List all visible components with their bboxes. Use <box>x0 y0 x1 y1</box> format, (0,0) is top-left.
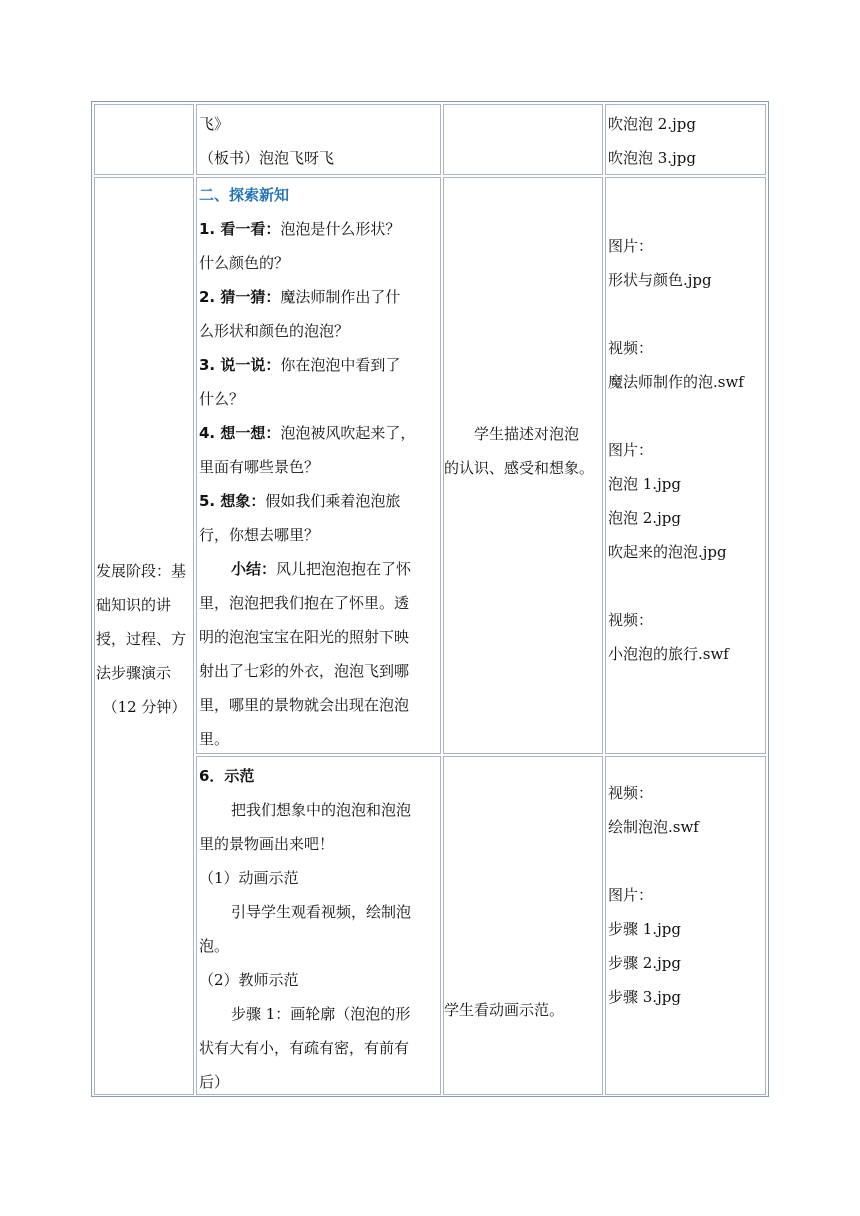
resource-file: 吹泡泡 2.jpg <box>608 115 696 133</box>
demo-text: 后） <box>199 1073 230 1091</box>
demo-title: 6．示范 <box>199 767 255 785</box>
item-text: 么形状和颜色的泡泡？ <box>199 322 350 340</box>
resource-label: 图片： <box>608 441 654 459</box>
explore-student-cell <box>443 177 603 754</box>
demo-subheading: （1）动画示范 <box>199 869 299 887</box>
resource-file: 吹起来的泡泡.jpg <box>608 543 727 561</box>
stage-line: （12 分钟） <box>102 698 187 716</box>
summary-head: 小结： <box>231 560 277 578</box>
resource-file: 泡泡 2.jpg <box>608 509 681 527</box>
demo-resource-cell <box>605 756 766 1095</box>
item-text: 什么？ <box>199 390 245 408</box>
demo-text: 把我们想象中的泡泡和泡泡 <box>231 801 412 819</box>
demo-subheading: （2）教师示范 <box>199 971 299 989</box>
item-head: 4. 想一想： <box>199 424 281 442</box>
item-text: 假如我们乘着泡泡旅 <box>265 492 401 510</box>
item-text: 行，你想去哪里？ <box>199 526 320 544</box>
summary-text: 里，哪里的景物就会出现在泡泡 <box>199 696 410 714</box>
resource-label: 视频： <box>608 784 654 802</box>
row1-student-cell <box>443 104 603 175</box>
stage-line: 础知识的讲 <box>96 596 172 614</box>
stage-line: 发展阶段：基 <box>96 562 187 580</box>
resource-file: 泡泡 1.jpg <box>608 475 681 493</box>
stage-line: 法步骤演示 <box>96 664 172 682</box>
summary-text: 射出了七彩的外衣，泡泡飞到哪 <box>199 662 410 680</box>
demo-text: 引导学生观看视频，绘制泡 <box>231 903 412 921</box>
resource-file: 魔法师制作的泡.swf <box>608 373 744 391</box>
stage-cell <box>94 177 194 1095</box>
row1-content-line: （板书）泡泡飞呀飞 <box>199 149 335 167</box>
row1-resource-cell <box>605 104 766 175</box>
item-head: 1. 看一看： <box>199 220 281 238</box>
row1-content-line: 飞》 <box>199 115 230 133</box>
resource-file: 形状与颜色.jpg <box>608 271 712 289</box>
item-text: 泡泡被风吹起来了， <box>280 424 416 442</box>
summary-text: 里。 <box>199 730 230 748</box>
demo-text: 泡。 <box>199 937 230 955</box>
summary-text: 里，泡泡把我们抱在了怀里。透 <box>199 594 410 612</box>
student-text: 的认识、感受和想象。 <box>444 459 595 477</box>
student-text: 学生描述对泡泡 <box>474 425 580 443</box>
resource-file: 步骤 2.jpg <box>608 954 681 972</box>
resource-label: 图片： <box>608 886 654 904</box>
demo-student-cell <box>443 756 603 1095</box>
demo-text: 状有大有小，有疏有密，有前有 <box>199 1039 410 1057</box>
item-head: 5. 想象： <box>199 492 266 510</box>
resource-label: 图片： <box>608 237 654 255</box>
resource-file: 步骤 1.jpg <box>608 920 681 938</box>
item-head: 3. 说一说： <box>199 356 281 374</box>
item-text: 魔法师制作出了什 <box>280 288 401 306</box>
item-text: 里面有哪些景色？ <box>199 458 320 476</box>
resource-label: 视频： <box>608 611 654 629</box>
section-title: 二、探索新知 <box>199 186 290 204</box>
resource-file: 吹泡泡 3.jpg <box>608 149 696 167</box>
item-text: 什么颜色的？ <box>199 254 290 272</box>
student-text: 学生看动画示范。 <box>444 1001 565 1019</box>
demo-text: 步骤 1：画轮廓（泡泡的形 <box>231 1005 411 1023</box>
row1-content-cell <box>196 104 441 175</box>
explore-resource-cell <box>605 177 766 754</box>
item-text: 你在泡泡中看到了 <box>280 356 401 374</box>
resource-file: 绘制泡泡.swf <box>608 818 699 836</box>
explore-content-cell <box>196 177 441 754</box>
resource-label: 视频： <box>608 339 654 357</box>
item-text: 泡泡是什么形状？ <box>280 220 401 238</box>
stage-line: 授，过程、方 <box>96 630 187 648</box>
resource-file: 步骤 3.jpg <box>608 988 681 1006</box>
item-head: 2. 猜一猜： <box>199 288 281 306</box>
summary-text: 明的泡泡宝宝在阳光的照射下映 <box>199 628 410 646</box>
demo-content-cell <box>196 756 441 1095</box>
resource-file: 小泡泡的旅行.swf <box>608 645 729 663</box>
summary-text: 风儿把泡泡抱在了怀 <box>276 560 412 578</box>
demo-text: 里的景物画出来吧！ <box>199 835 335 853</box>
row1-stage-cell <box>94 104 194 175</box>
